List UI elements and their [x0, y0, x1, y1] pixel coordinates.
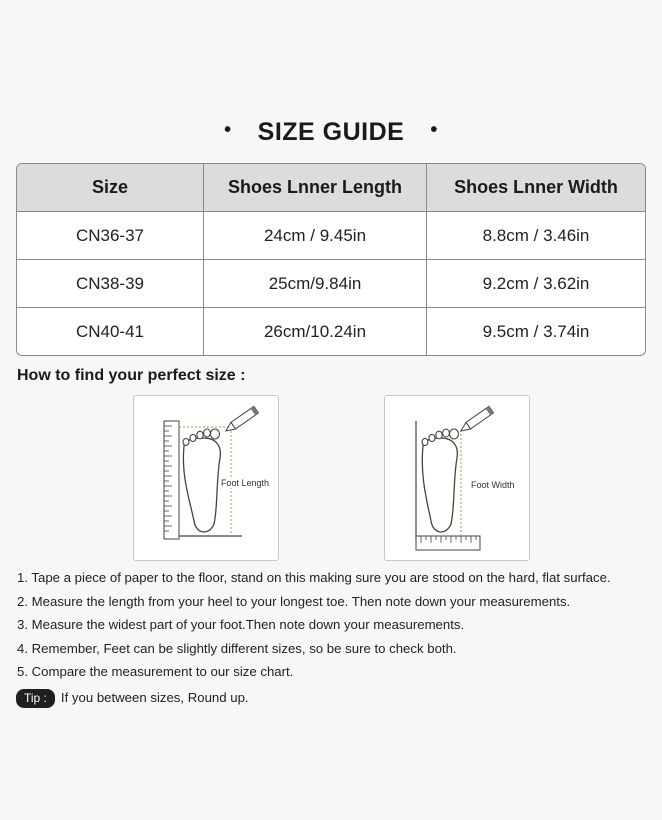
foot-length-label: Foot Length [221, 478, 270, 488]
list-item: 4. Remember, Feet can be slightly different sizes, so be sure to check both. [17, 640, 457, 656]
list-item: 3. Measure the widest part of your foot.Then note down your measurements. [17, 617, 465, 632]
tip-badge: Tip : [16, 689, 55, 708]
tip-row [16, 689, 249, 708]
cell-width: 9.5cm / 3.74in [426, 308, 645, 355]
header-size: Size [17, 164, 203, 212]
size-chart-table [16, 163, 646, 356]
list-item: 1. Tape a piece of paper to the floor, stand on this making sure you are stood on the hard, flat surface. [17, 570, 611, 585]
page-title [0, 118, 662, 147]
cell-width: 9.2cm / 3.62in [426, 260, 645, 308]
title-text: SIZE GUIDE [257, 118, 405, 146]
cell-size: CN40-41 [75, 321, 145, 341]
cell-length: 24cm / 9.45in [203, 212, 426, 260]
cell-size: CN38-39 [17, 260, 203, 308]
cell-width: 8.8cm / 3.46in [426, 212, 645, 260]
foot-width-illustration [385, 396, 529, 560]
cell-size: CN36-37 [17, 212, 203, 260]
foot-width-diagram [384, 395, 530, 561]
cell-length: 25cm/9.84in [203, 260, 426, 308]
tip-text: If you between sizes, Round up. [60, 690, 249, 705]
foot-length-diagram [133, 395, 279, 561]
header-width: Shoes Lnner Width [426, 164, 645, 212]
foot-width-label: Foot Width [471, 480, 515, 490]
bullet-dot-right: • [430, 118, 438, 141]
table-row [17, 260, 645, 308]
table-row [17, 308, 645, 355]
how-to-heading: How to find your perfect size : [17, 367, 246, 384]
bullet-dot-left: • [224, 118, 232, 141]
list-item: 2. Measure the length from your heel to your longest toe. Then note down your measurements. [17, 593, 571, 609]
cell-length: 26cm/10.24in [203, 308, 426, 355]
list-item: 5. Compare the measurement to our size chart. [17, 664, 294, 679]
table-row [17, 212, 645, 260]
header-length: Shoes Lnner Length [203, 164, 426, 212]
instructions-list [17, 569, 611, 687]
table-header-row [17, 164, 645, 212]
